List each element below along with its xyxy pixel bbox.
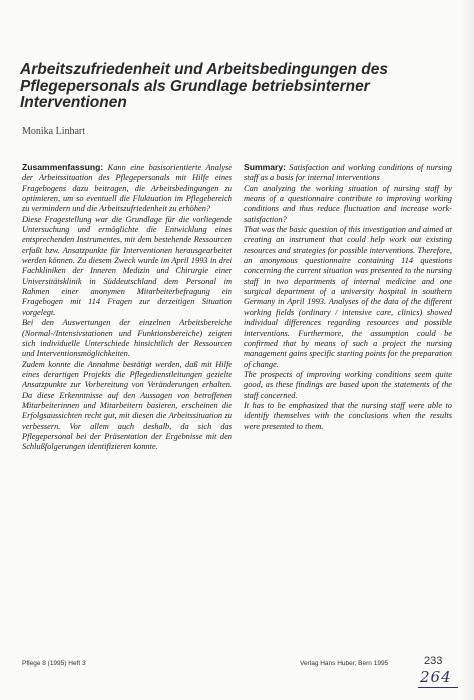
article-title: Arbeitszufriedenheit und Arbeitsbedingungen des Pflegepersonals als Grundlage betriebsinterner Interventionen (20, 61, 389, 111)
english-abstract-title: Satisfaction and working conditions of nursing staff as a basis for internal interventions (244, 163, 452, 183)
english-abstract-label: Summary: (244, 162, 287, 172)
german-abstract-paragraph-4: Zudem konnte die Annahme bestätigt werden, daß mit Hilfe eines derartigen Projekts die Pflegedienstleitungen gezielte Ansatzpunkte zur Vorbereitung von Veränderungen erhalten. Da diese Erkenntnisse auf den Aussagen von betroffenen Mitarbeiterinnen und Mitarbeitern basieren, erscheinen die Erfolgsaussichten recht gut, mit diesen die Arbeitssituation zu verbessern. Vor allem auch deshalb, da sich das Pflegepersonal bei der Präsentation der Ergebnisse mit den Schlußfolgerungen identifizieren konnte. (22, 359, 232, 452)
german-abstract-paragraph-1 (22, 162, 232, 215)
german-abstract-column (22, 162, 232, 453)
german-abstract-text-1: Kann eine basisorientierte Analyse der Arbeitssituation des Pflegepersonals mit Hilfe eines Fragebogens dazu beitragen, die Arbeitsbedingungen zu optimieren, um so eventuell die Fluktuation im Pflegebereich zu vermindern und die Arbeitszufriedenheit zu erhöhen? (22, 163, 233, 214)
english-abstract-paragraph-4: The prospects of improving working conditions seem quite good, as these findings are based upon the statements of the staff concerned. (244, 369, 452, 400)
handwritten-page-mark: 264 (420, 668, 452, 686)
english-abstract-paragraph-2: Can analyzing the working situation of nursing staff by means of a questionnaire contribute to improving working conditions and thus reduce fluctuation and increase work-satisfaction? (244, 183, 452, 224)
german-abstract-label: Zusammenfassung: (22, 162, 104, 172)
page-number: 233 (424, 655, 443, 667)
english-abstract-column (244, 162, 452, 432)
journal-citation: Pflege 8 (1995) Heft 3 (22, 660, 86, 667)
german-abstract-paragraph-2: Diese Fragestellung war die Grundlage für die vorliegende Untersuchung und ermöglichte die Entwicklung eines entsprechenden Instrumentes, mit dem bestehende Ressourcen erfaßt bzw. Ansatzpunkte für Interventionen herausgearbeitet werden können. Zu diesem Zweck wurde im April 1993 in drei Fachkliniken der Inneren Medizin und Chirurgie einer Universitätsklinik in Süddeutschland dem Personal im Rahmen einer anonymen Mitarbeiterbefragung ein Fragebogen mit 114 Fragen zur derzeitigen Situation vorgelegt. (22, 214, 232, 317)
german-abstract-paragraph-3: Bei den Auswertungen der einzelnen Arbeitsbereiche (Normal-/Intensivstationen und Funktionsbereiche) zeigten sich individuelle Unterschiede hinsichtlich der Ressourcen und Interventionsmöglichkeiten. (22, 318, 232, 359)
handwritten-underline (418, 687, 458, 688)
english-abstract-paragraph-3: That was the basic question of this investigation and aimed at creating an instrument that could help work out existing resources and strategies for possible interventions. Therefore, an anonymous questionnaire containing 114 questions concerning the current situation was presented to the nursing staff in two departments of internal medicine and one surgical department of a university hospital in southern Germany in April 1993. Analyses of the data of the different working fields (ordinary / intensive care, clinics) showed individual differences regarding resources and possible interventions. Furthermore, the assumption could be confirmed that by means of such a project the nursing management gains specific starting points for the preparation of change. (244, 225, 452, 369)
author-name: Monika Linhart (22, 126, 86, 137)
english-abstract-paragraph-5: It has to be emphasized that the nursing staff were able to identify themselves with the conclusions when the results were presented to them. (244, 400, 452, 431)
english-abstract-paragraph-1 (244, 162, 452, 184)
publisher-line: Verlag Hans Huber, Bern 1995 (300, 660, 389, 667)
scan-edge-shadow (460, 0, 474, 700)
